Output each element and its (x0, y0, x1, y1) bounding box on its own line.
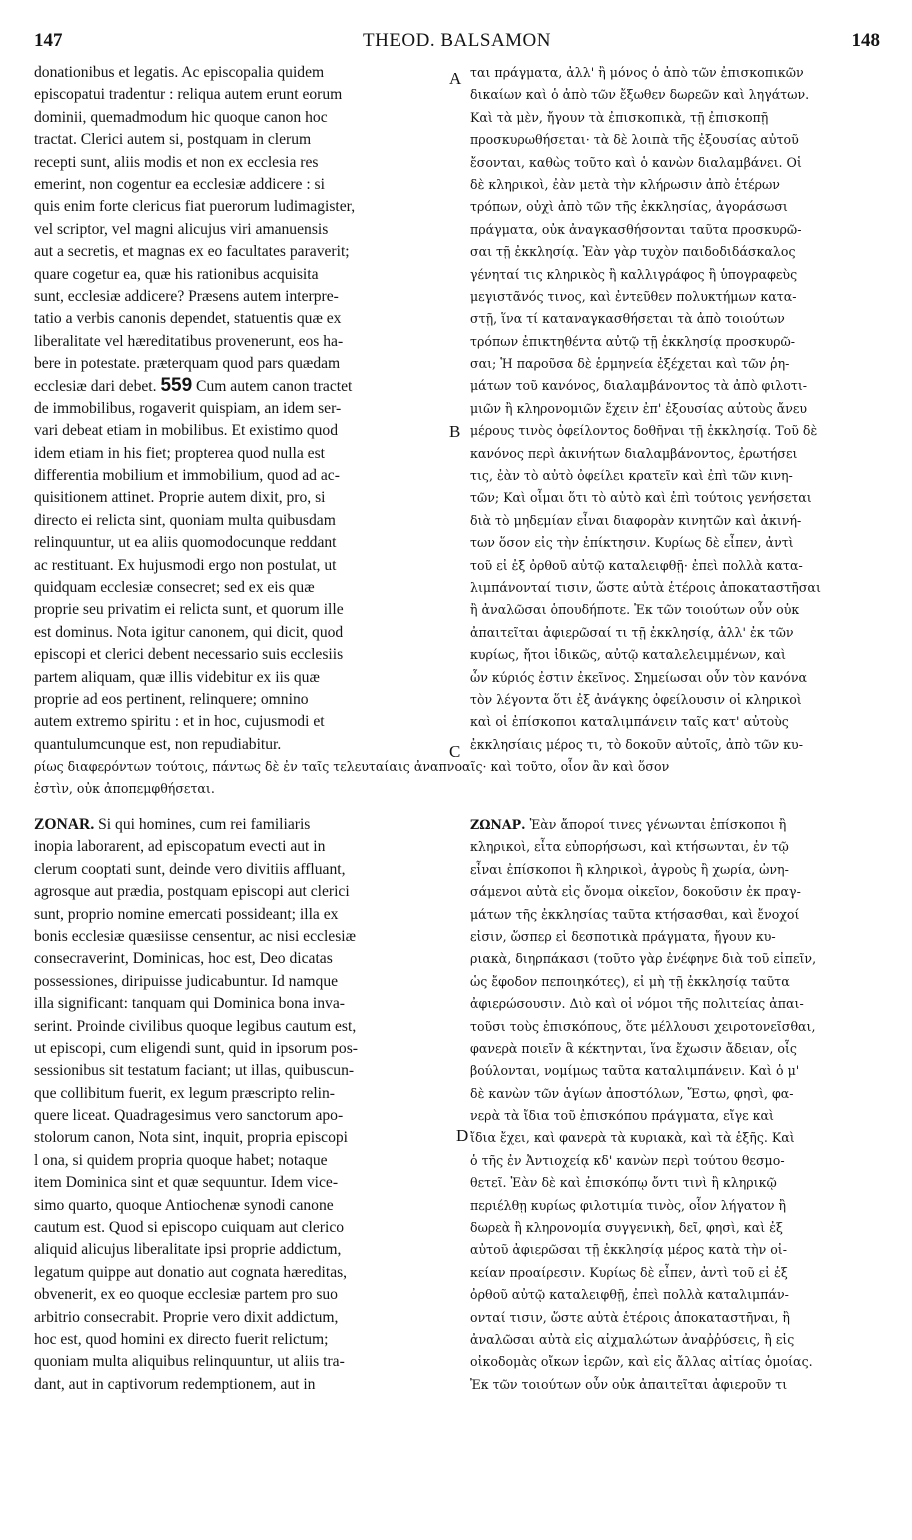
margin-letter-c: C (449, 742, 461, 761)
zonar-line: ut episcopi, cum eligendi sunt, quid in ipsorum pos- (34, 1039, 358, 1057)
greek-line: τις, ἐὰν τὸ αὐτὸ ὀφείλει κρατεῖν καὶ ἐπὶ τῶν κινη- (470, 468, 793, 484)
margin-letter-a: A (449, 69, 462, 88)
zonar-line: Ἐκ τῶν τοιούτων οὖν οὐκ ἀπαιτεῖται ἀφιεροῦν τι (470, 1376, 788, 1392)
greek-line: Καὶ τὰ μὲν, ἤγουν τὰ ἐπισκοπικὰ, τῇ ἐπισκοπῇ (470, 109, 769, 125)
zonar-line: αὐτοῦ ἀφιερῶσαι τῇ ἐκκλησίᾳ μέρος κατὰ τὴν οἰ- (470, 1242, 788, 1258)
latin-line: episcopatui tradentur : reliqua autem erunt eorum (34, 86, 343, 104)
latin-line: relinquuntur, ut ea aliis quomodocunque reddant (34, 534, 337, 552)
latin-line: liberalitate vel hæreditatibus provenerunt, eos ha- (34, 332, 344, 350)
latin-line: differentia mobilium et immobilium, quod ad ac- (34, 467, 340, 485)
latin-column-top (34, 62, 442, 756)
zonar-line: ἴδια ἔχει, καὶ φανερὰ τὰ κυριακὰ, καὶ τὰ ἑξῆς. Καὶ (470, 1130, 795, 1146)
zonar-line: τοῦσι τοὺς ἐπισκόπους, ὅτε μέλλουσι χειροτονεῖσθαι, (470, 1018, 816, 1034)
zonar-line: clerum cooptati sunt, deinde vero divitiis affluant, (34, 860, 346, 878)
zonar-line: inopia laborarent, ad episcopatum evecti aut in (34, 838, 326, 856)
zonar-latin-column (34, 814, 452, 1396)
zonar-line: simo quarto, quoque Antiochenæ synodi canone (34, 1196, 334, 1214)
latin-line: est dominus. Nota igitur canonem, qui dicit, quod (34, 623, 344, 641)
margin-letter-d: D (456, 1126, 469, 1145)
latin-line: vari debeat etiam in mobilibus. Et existimo quod (34, 422, 339, 440)
zonar-line: ριακὰ, διηρπάκασι (τοῦτο γὰρ ἐνέφηνε διὰ τοῦ εἰπεῖν, (470, 951, 817, 967)
zonar-line: μάτων τῆς ἐκκλησίας ταῦτα κτήσασθαι, καὶ ἔνοχοί (470, 906, 800, 922)
zonar-line: agrosque aut prædia, postquam episcopi aut clerici (34, 883, 350, 901)
zonar-greek-column (470, 814, 882, 1396)
latin-line: recepti sunt, aliis modis et non ex ecclesia res (34, 153, 319, 171)
latin-line: bere in potestate. præterquam quod pars quædam (34, 355, 341, 373)
greek-line: διὰ τὸ μηδεμίαν εἶναι διαφορὰν κινητῶν καὶ ἀκινή- (470, 512, 802, 528)
latin-line: sunt, ecclesiæ addicere? Præsens autem interpre- (34, 287, 339, 305)
zonar-line: arbitrio consecrabit. Proprie vero dixit addictum, (34, 1308, 339, 1326)
greek-line: ὧν κύριός ἐστιν ἐκεῖνος. Σημείωσαι οὖν τὸν κανόνα (470, 669, 808, 685)
greek-full-line: ἐστὶν, οὐκ ἀποπεμφθήσεται. (34, 781, 215, 797)
greek-line: μεγιστᾶνός τινος, καὶ ἐντεῦθεν πολυκτήμων κατα- (470, 288, 797, 304)
greek-line: τρόπων, οὐχὶ ἀπὸ τῶν τῆς ἐκκλησίας, ἀγοράσωσι (470, 199, 788, 215)
greek-line: ται πράγματα, ἀλλ' ἢ μόνος ὁ ἀπὸ τῶν ἐπισκοπικῶν (470, 65, 804, 80)
latin-line: donationibus et legatis. Ac episcopalia quidem (34, 64, 325, 81)
zonar-line: ἀφιερώσουσιν. Διὸ καὶ οἱ νόμοι τῆς πολιτείας ἀπαι- (470, 996, 804, 1012)
latin-line-text: Cum autem canon tractet (196, 378, 353, 396)
zonar-line: ὡς ἔφοδον πεποιηκότες), εἰ μὴ τῇ ἐκκλησίᾳ ταῦτα (470, 973, 790, 989)
greek-line: προσκυρωθήσεται· τὰ δὲ λοιπὰ τῆς ἐξουσίας αὐτοῦ (470, 132, 799, 148)
zonar-line: ονταί τισιν, ὥστε αὐτὰ ἑτέροις ἀποκαταστῆναι, ἢ (470, 1309, 790, 1325)
greek-line: ἀπαιτεῖται ἀφιερῶσαί τι τῇ ἐκκλησίᾳ, ἀλλ' ἐκ τῶν (470, 624, 794, 640)
running-title: THEOD. BALSAMON (363, 30, 551, 51)
latin-line: aut a secretis, et magnas ex eo facultates paraverit; (34, 243, 350, 261)
zonar-line: dant, aut in captivorum redemptionem, aut in (34, 1375, 316, 1393)
greek-line: στῇ, ἵνα τί καταναγκασθήσεται τὰ ἀπὸ τοιούτων (470, 311, 785, 327)
zonar-line: l ona, si quidem propria quoque habet; notaque (34, 1151, 328, 1169)
latin-line: de immobilibus, rogaverit quispiam, an idem ser- (34, 399, 342, 417)
zonar-line: sessionibus sit testatum faciant; ut illas, quibuscun- (34, 1062, 355, 1080)
zonar-line: ἀναλῶσαι αὐτὰ εἰς αἰχμαλώτων ἀναῤῥύσεις, ἢ εἰς (470, 1331, 795, 1347)
greek-line: τοῦ εἰ ἐξ ὀρθοῦ αὐτῷ καταλειφθῇ· ἐπεὶ πολλὰ κατα- (470, 557, 803, 573)
zonar-heading: ZONAR. (34, 816, 95, 833)
zonar-line: que collibitum fuerit, ex legum præscripto relin- (34, 1084, 335, 1102)
greek-line: πράγματα, οὐκ ἀναγκασθήσονται ταῦτα προσκυρῶ- (470, 221, 802, 237)
greek-full-width-lines (34, 756, 882, 801)
zonar-line: bonis ecclesiæ quæsiisse censentur, ac nisi ecclesiæ (34, 927, 357, 945)
zonar-line: quere liceat. Quadragesimus vero sanctorum apo- (34, 1107, 344, 1125)
zonar-line: sunt, proprio nomine emercati possideant; illa ex (34, 905, 339, 923)
zonar-line: ὁ τῆς ἐν Ἀντιοχείᾳ κδ' κανὼν περὶ τούτου θεσμο- (470, 1152, 785, 1168)
greek-line: τῶν; Καὶ οἶμαι ὅτι τὸ αὐτὸ καὶ ἐπὶ τούτοις γενήσεται (470, 490, 812, 506)
zonar-line (34, 814, 452, 836)
margin-letter-b: B (449, 422, 461, 441)
zonar-heading: ΖΩΝΑΡ. (470, 817, 526, 832)
zonar-line: βούλονται, νομίμως ταῦτα καταλιμπάνειν. Καὶ ὁ μ' (470, 1063, 800, 1079)
zonar-line (470, 814, 882, 836)
greek-line: καὶ οἱ ἐπίσκοποι καταλιμπάνειν ταῖς κατ' αὐτοὺς (470, 714, 789, 730)
latin-line: quare cogetur ea, quæ his rationibus acquisita (34, 265, 319, 283)
zonar-line: aliquid alicujus liberalitate ipsi proprie addictum, (34, 1241, 342, 1259)
greek-line: των ὅσον εἰς τὴν ἐπίκτησιν. Κυρίως δὲ εἶπεν, ἀντὶ (470, 535, 794, 551)
zonar-line: νερὰ τὰ ἴδια τοῦ ἐπισκόπου πράγματα, εἴγε καὶ (470, 1108, 774, 1124)
zonar-line: stolorum canon, Nota sint, inquit, propria episcopi (34, 1129, 348, 1147)
zonar-line: obvenerit, ex eo quoque ecclesiæ partem pro suo (34, 1286, 338, 1304)
column-number-mark: 559 (160, 375, 193, 397)
latin-line: quis enim forte clericus fiat puerorum ludimagister, (34, 198, 356, 216)
page-header (34, 30, 880, 60)
greek-line: ἢ ἀναλῶσαι ὁπουδήποτε. Ἐκ τῶν τοιούτων οὖν οὐκ (470, 602, 800, 618)
latin-line: quisitionem attinet. Proprie autem dixit, pro, si (34, 489, 326, 507)
zonar-line: οἰκοδομὰς οἴκων ἱερῶν, καὶ εἰς ἄλλας αἰτίας ὁμοίας. (470, 1354, 813, 1370)
latin-line: directo ei relicta sint, quoniam multa quibusdam (34, 511, 336, 529)
zonar-line: item Dominica sint et quæ sequuntur. Idem vice- (34, 1174, 339, 1192)
greek-full-line: ρίως διαφερόντων τούτοις, πάντως δὲ ἐν ταῖς τελευταίαις ἀναπνοαῖς· καὶ τοῦτο, οἷον ἂν καὶ ὅσον (34, 759, 670, 774)
zonar-line: εἰσιν, ὥσπερ εἰ δεσποτικὰ πράγματα, ἤγουν κυ- (470, 928, 776, 944)
zonar-line: hoc est, quod homini ex directo fuerit relictum; (34, 1330, 329, 1348)
zonar-line: quoniam multa aliquibus relinquuntur, ut aliis tra- (34, 1353, 345, 1371)
zonar-line: cautum est. Quod si episcopo cuiquam aut clerico (34, 1219, 345, 1237)
latin-line: ac restituant. Ex hujusmodi ergo non postulat, ut (34, 556, 337, 574)
zonar-line: φανερὰ ποιεῖν ἃ κέκτηνται, ἵνα ἔχωσιν ἄδειαν, οἷς (470, 1040, 797, 1056)
latin-line: quidquam ecclesiæ consecret; sed ex eis quæ (34, 578, 315, 596)
page-number-left: 147 (34, 30, 63, 51)
page-number-right: 148 (851, 30, 880, 51)
latin-line: dominii, quemadmodum hic quoque canon hoc (34, 108, 328, 126)
greek-line: δικαίων καὶ ὁ ἀπὸ τῶν ἔξωθεν δωρεῶν καὶ ληγάτων. (470, 87, 810, 103)
latin-line: tatio a verbis canonis dependet, statuentis quæ ex (34, 310, 342, 328)
greek-line: ἔσονται, καθὼς τοῦτο καὶ ὁ κανὼν διαλαμβάνει. Οἱ (470, 154, 802, 170)
greek-line: τρόπων ἐπικτηθέντα αὐτῷ τῇ ἐκκλησίᾳ προσκυρῶ- (470, 333, 796, 349)
zonar-line: κείαν προαίρεσιν. Κυρίως δὲ εἶπεν, ἀντὶ τοῦ εἰ ἐξ (470, 1264, 788, 1280)
greek-line: μιῶν ἢ κληρονομιῶν ἔχειν ἐπ' ἐξουσίας αὐτοὺς ἄνευ (470, 400, 808, 416)
greek-line: κανόνος περὶ ἀκινήτων διαλαμβάνοντος, ἐρωτήσει (470, 445, 798, 461)
zonar-line: legatum quippe aut donatio aut cognata hæreditas, (34, 1263, 348, 1281)
zonar-line: possessiones, diripuisse judicabuntur. Id namque (34, 972, 339, 990)
latin-line: vel scriptor, vel magni alicujus viri amanuensis (34, 220, 329, 238)
zonar-line: σάμενοι αὐτὰ εἰς ὄνομα οἰκεῖον, δοκοῦσιν ἐκ πραγ- (470, 884, 801, 900)
zonar-line: consecraverint, Dominicas, hoc est, Deo dicatas (34, 950, 333, 968)
greek-line: μέρους τινὸς ὀφείλοντος δοθῆναι τῇ ἐκκλησίᾳ. Τοῦ δὲ (470, 423, 818, 439)
latin-line: proprie ad eos pertinent, relinquere; omnino (34, 690, 309, 708)
latin-line (34, 375, 442, 397)
zonar-line: illa significant: tanquam qui Dominica bona inva- (34, 995, 345, 1013)
greek-line: σαι; Ἡ παροῦσα δὲ ἑρμηνεία ἐξέχεται καὶ τῶν ῥη- (470, 356, 790, 372)
latin-line: quantulumcunque est, non repudiabitur. (34, 735, 282, 753)
zonar-line: δὲ κανὼν τῶν ἁγίων ἀποστόλων, Ἔστω, φησὶ, φα- (470, 1085, 794, 1101)
greek-line: δὲ κληρικοὶ, ἐὰν μετὰ τὴν κλήρωσιν ἀπὸ ἑτέρων (470, 176, 780, 192)
latin-line: episcopi et clerici debent necessario suis ecclesiis (34, 646, 344, 664)
latin-line: partem aliquam, quæ illis videbitur ex iis quæ (34, 668, 320, 686)
latin-line: emerint, non cogentur ea ecclesiæ addicere : si (34, 175, 325, 193)
greek-line: κυρίως, ἤτοι ἰδικῶς, αὐτῷ καταλελειμμένων, καὶ (470, 647, 786, 663)
greek-line: τὸν λέγοντα ὅτι ἐξ ἀνάγκης ὀφείλουσιν οἱ κληρικοὶ (470, 691, 802, 707)
greek-line: μάτων τοῦ κανόνος, διαλαμβάνοντος τὰ ἀπὸ φιλοτι- (470, 378, 808, 394)
zonar-line: ὀρθοῦ αὐτῷ καταλειφθῇ, ἐπεὶ πολλὰ καταλιμπάν- (470, 1287, 789, 1303)
latin-line: idem etiam in his fiet; propterea quod nulla est (34, 444, 326, 462)
zonar-line: περιέλθῃ κυρίως φιλοτιμία τινὸς, οἷον λήγατον ἢ (470, 1197, 787, 1213)
greek-line: σαι τῇ ἐκκλησίᾳ. Ἐὰν γὰρ τυχὸν παιδοδιδάσκαλος (470, 244, 796, 260)
zonar-line: δωρεὰ ἢ κληρονομία συγγενικὴ, δεῖ, φησὶ, καὶ ἐξ (470, 1220, 783, 1236)
zonar-line-text: Si qui homines, cum rei familiaris (98, 816, 311, 833)
latin-line: tractat. Clerici autem si, postquam in clerum (34, 131, 312, 149)
greek-line: ἐκκλησίαις μέρος τι, τὸ δοκοῦν αὐτοῖς, ἀπὸ τῶν κυ- (470, 736, 803, 752)
greek-line: λιμπάνονταί τισιν, ὥστε αὐτὰ ἑτέροις ἀποκαταστῆσαι (470, 579, 821, 595)
zonar-line-text: Ἐὰν ἄποροί τινες γένωνται ἐπίσκοποι ἢ (529, 817, 787, 832)
latin-line-text: ecclesiæ dari debet. (34, 378, 157, 396)
greek-line: γένηταί τις κληρικὸς ἢ καλλιγράφος ἢ ὑπογραφεὺς (470, 266, 798, 282)
zonar-line: εἶναι ἐπίσκοποι ἢ κληρικοὶ, ἀγροὺς ἢ χωρία, ὠνη- (470, 861, 789, 877)
latin-line: proprie seu privatim ei relicta sunt, et quorum ille (34, 601, 344, 619)
latin-line: autem extremo spiritu : et in hoc, cujusmodi et (34, 713, 325, 731)
zonar-line: serint. Proinde civilibus quoque legibus cautum est, (34, 1017, 357, 1035)
zonar-line: κληρικοὶ, εἶτα εὐπορήσωσι, καὶ κτήσωνται, ἐν τῷ (470, 839, 789, 855)
greek-column-top (470, 62, 882, 756)
zonar-line: θετεῖ. Ἐὰν δὲ καὶ ἐπισκόπῳ ὄντι τινὶ ἢ κληρικῷ (470, 1175, 777, 1191)
